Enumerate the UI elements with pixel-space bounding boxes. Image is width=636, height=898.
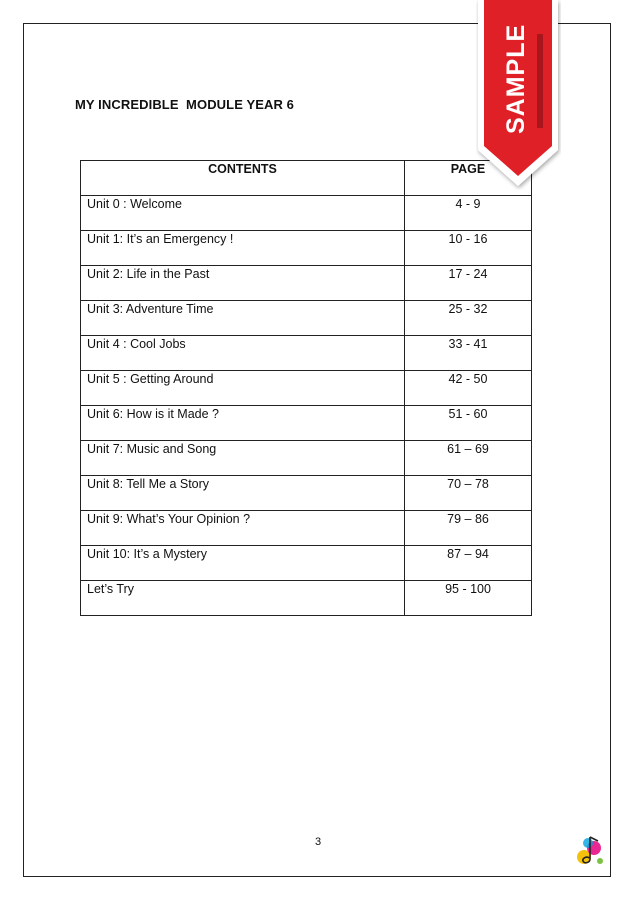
- table-row: [81, 511, 532, 546]
- music-note-logo-icon: [574, 833, 606, 869]
- unit-title: Unit 4 : Cool Jobs: [81, 336, 405, 371]
- page-range: 79 – 86: [405, 511, 532, 546]
- page-range: 51 - 60: [405, 406, 532, 441]
- page-range: 95 - 100: [405, 581, 532, 616]
- table-row: [81, 336, 532, 371]
- table-row: [81, 196, 532, 231]
- unit-title: Unit 3: Adventure Time: [81, 301, 405, 336]
- unit-title: Unit 5 : Getting Around: [81, 371, 405, 406]
- page-range: 42 - 50: [405, 371, 532, 406]
- table-header-row: [81, 161, 532, 196]
- page-range: 70 – 78: [405, 476, 532, 511]
- table-row: [81, 231, 532, 266]
- unit-title: Unit 2: Life in the Past: [81, 266, 405, 301]
- page-range: 10 - 16: [405, 231, 532, 266]
- page-range: 25 - 32: [405, 301, 532, 336]
- unit-title: Unit 9: What’s Your Opinion ?: [81, 511, 405, 546]
- table-row: [81, 406, 532, 441]
- page-header: PAGE: [405, 161, 532, 196]
- unit-title: Unit 6: How is it Made ?: [81, 406, 405, 441]
- sample-watermark-text: SAMPLE: [502, 23, 530, 134]
- contents-table: [80, 160, 532, 616]
- page-range: 17 - 24: [405, 266, 532, 301]
- table-row: [81, 581, 532, 616]
- unit-title: Unit 7: Music and Song: [81, 441, 405, 476]
- page-range: 4 - 9: [405, 196, 532, 231]
- table-row: [81, 301, 532, 336]
- table-row: [81, 371, 532, 406]
- unit-title: Unit 0 : Welcome: [81, 196, 405, 231]
- page-range: 33 - 41: [405, 336, 532, 371]
- sample-watermark: [476, 0, 561, 160]
- unit-title: Unit 1: It’s an Emergency !: [81, 231, 405, 266]
- page-range: 87 – 94: [405, 546, 532, 581]
- document-title: MY INCREDIBLE MODULE YEAR 6: [75, 97, 295, 112]
- unit-title: Unit 10: It’s a Mystery: [81, 546, 405, 581]
- table-row: [81, 546, 532, 581]
- unit-title: Let’s Try: [81, 581, 405, 616]
- table-row: [81, 476, 532, 511]
- page-range: 61 – 69: [405, 441, 532, 476]
- table-row: [81, 266, 532, 301]
- contents-header: CONTENTS: [81, 161, 405, 196]
- table-row: [81, 441, 532, 476]
- unit-title: Unit 8: Tell Me a Story: [81, 476, 405, 511]
- page-number: 3: [314, 836, 322, 848]
